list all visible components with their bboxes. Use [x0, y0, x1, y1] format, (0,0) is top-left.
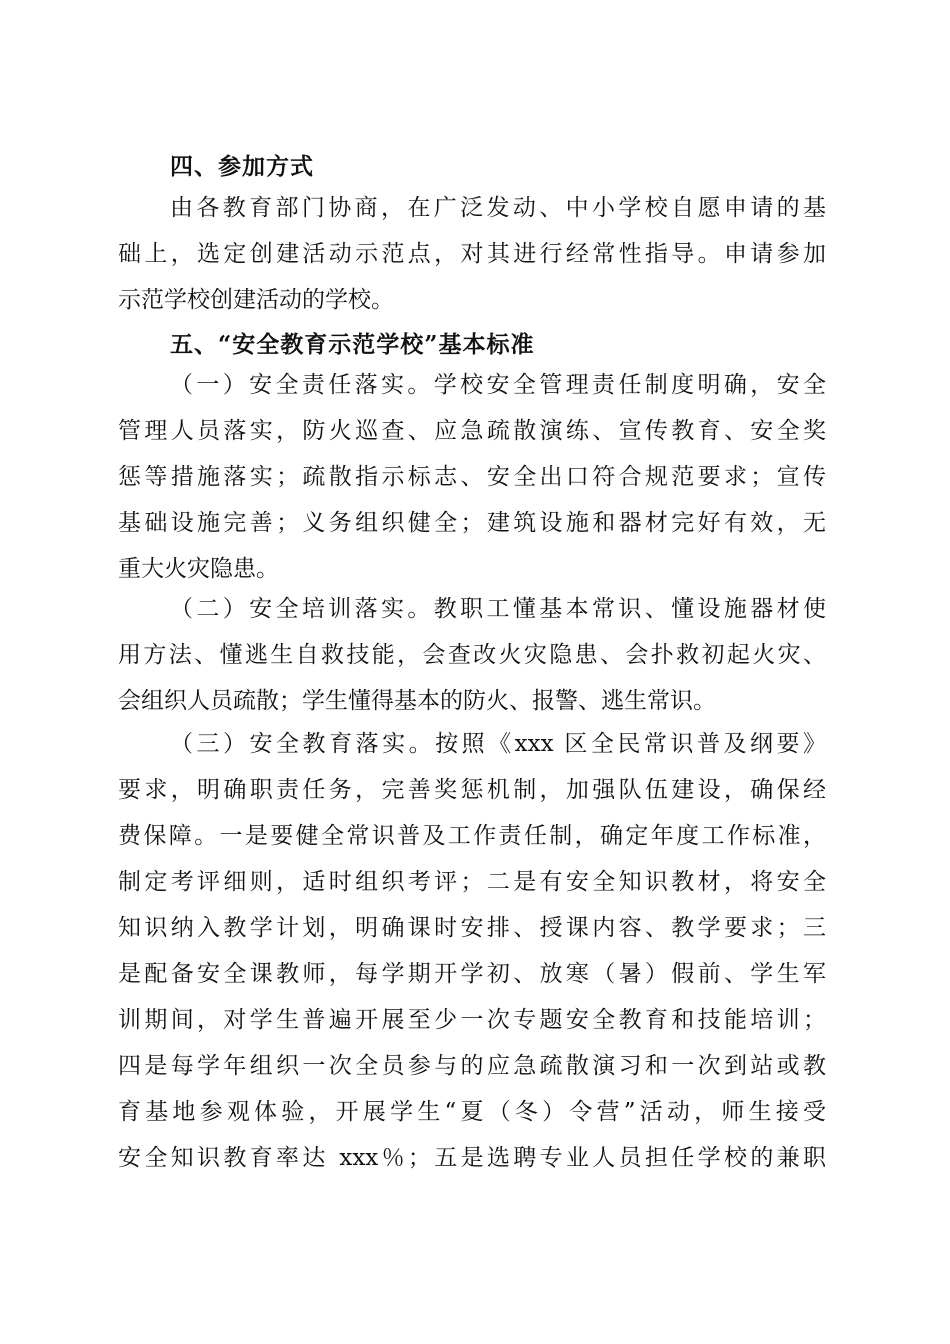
item-1-paragraph: [118, 362, 826, 592]
paragraph-line: 用方法、懂逃生自救技能，会查改火灾隐患、会扑救初起火灾、: [118, 642, 826, 668]
paragraph-line: 是配备安全课教师，每学期开学初、放寒（暑）假前、学生军: [118, 961, 826, 987]
paragraph-line: 惩等措施落实；疏散指示标志、安全出口符合规范要求；宣传: [118, 464, 826, 490]
paragraph-line: （二）安全培训落实。教职工懂基本常识、懂设施器材使: [170, 596, 826, 622]
paragraph-line: 重大火灾隐患。: [118, 556, 279, 582]
paragraph-line: 制定考评细则，适时组织考评；二是有安全知识教材，将安全: [118, 869, 826, 895]
paragraph-line: 要求，明确职责任务，完善奖惩机制，加强队伍建设，确保经: [118, 777, 826, 803]
paragraph-line: 训期间，对学生普遍开展至少一次专题安全教育和技能培训；: [118, 1007, 826, 1033]
item-2-paragraph: [118, 586, 826, 724]
paragraph-line: 安全知识教育率达 xxx％；五是选聘专业人员担任学校的兼职: [118, 1145, 826, 1171]
paragraph-line: 础上，选定创建活动示范点，对其进行经常性指导。申请参加: [118, 241, 826, 267]
paragraph-line: 基础设施完善；义务组织健全；建筑设施和器材完好有效，无: [118, 510, 826, 536]
paragraph-line: 由各教育部门协商，在广泛发动、中小学校自愿申请的基: [170, 195, 826, 221]
section-4-heading: 四、参加方式: [170, 153, 314, 180]
paragraph-line: （一）安全责任落实。学校安全管理责任制度明确，安全: [170, 372, 826, 398]
paragraph-line: 知识纳入教学计划，明确课时安排、授课内容、教学要求；三: [118, 915, 826, 941]
item-3-paragraph: [118, 721, 826, 1181]
paragraph-line: 育基地参观体验，开展学生“夏（冬）令营”活动，师生接受: [118, 1099, 826, 1125]
section-5-heading: 五、“安全教育示范学校”基本标准: [170, 331, 535, 358]
paragraph-line: （三）安全教育落实。按照《xxx 区全民常识普及纲要》: [170, 731, 826, 757]
paragraph-line: 管理人员落实，防火巡查、应急疏散演练、宣传教育、安全奖: [118, 418, 826, 444]
paragraph-line: 四是每学年组织一次全员参与的应急疏散演习和一次到站或教: [118, 1053, 826, 1079]
section-4-paragraph: [118, 185, 826, 323]
paragraph-line: 费保障。一是要健全常识普及工作责任制，确定年度工作标准，: [118, 823, 826, 849]
paragraph-line: 会组织人员疏散；学生懂得基本的防火、报警、逃生常识。: [118, 688, 716, 714]
paragraph-line: 示范学校创建活动的学校。: [118, 287, 394, 313]
